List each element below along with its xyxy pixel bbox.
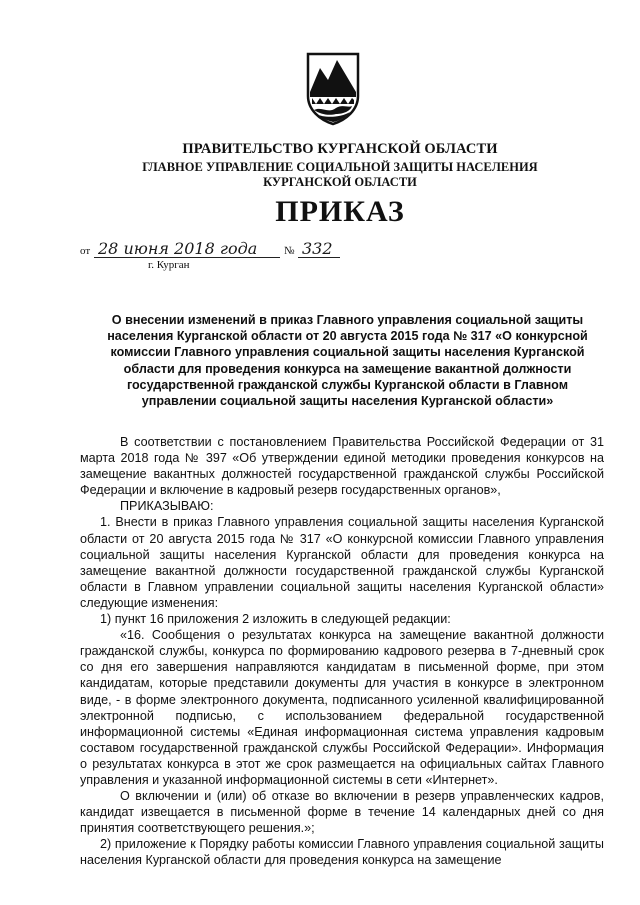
body-paragraph-order-word: ПРИКАЗЫВАЮ: [120, 499, 214, 514]
city-label: г. Курган [148, 259, 190, 271]
date-prefix: от [80, 245, 91, 257]
order-number-handwritten: 332 [302, 239, 333, 258]
number-prefix: № [284, 245, 295, 257]
document-type-title: ПРИКАЗ [275, 195, 405, 228]
body-paragraph: 1. Внести в приказ Главного управления социальной защиты населения Курганской области от 20 августа 2015 года № 317 «О конкурсной комиссии Главного управления социальной защиты населения Курганской области для проведения конкурса на замещение вакантной должности государственной гражданской службы Курганской области в Главном управлении социальной защиты населения Курганской области» следующие изменения: [80, 515, 604, 610]
order-date-handwritten: 28 июня 2018 года [98, 239, 258, 258]
order-subject: О внесении изменений в приказ Главного управления социальной защиты населения Курганской области от 20 августа 2015 года № 317 «О конкурсной комиссии Главного управления социальной защиты населения Курганской области для проведения конкурса на замещение вакантной должности государственной гражданской службы Курганской области в Главном управлении социальной защиты населения Курганской области» [107, 313, 588, 409]
org-name-line2: ГЛАВНОЕ УПРАВЛЕНИЕ СОЦИАЛЬНОЙ ЗАЩИТЫ НАСЕЛЕНИЯ [142, 160, 538, 174]
org-name-line1: ПРАВИТЕЛЬСТВО КУРГАНСКОЙ ОБЛАСТИ [182, 141, 498, 157]
coat-of-arms-icon [304, 52, 362, 126]
body-paragraph: 1) пункт 16 приложения 2 изложить в следующей редакции: [100, 612, 451, 627]
org-name-line3: КУРГАНСКОЙ ОБЛАСТИ [263, 175, 417, 189]
body-paragraph: О включении и (или) об отказе во включении в резерв управленческих кадров, кандидат извещается в письменной форме в течение 14 календарных дней со дня принятия соответствующего решения.»; [80, 789, 604, 836]
body-paragraph: В соответствии с постановлением Правительства Российской Федерации от 31 марта 2018 года № 397 «Об утверждении единой методики проведения конкурсов на замещение вакантных должностей государственной гражданской службы Российской Федерации и включение в кадровый резерв государственных органов», [80, 435, 604, 498]
body-paragraph-quote: «16. Сообщения о результатах конкурса на замещение вакантной должности гражданской службы, конкурса по формированию кадрового резерва в 7-дневный срок со дня его завершения направляются кандидатам в письменной форме, при этом кандидатам, которые представили документы для участия в конкурсе в электронном виде, - в форме электронного документа, подписанного усиленной квалифицированной электронной подписью, с использованием федеральной государственной информационной системы «Единая информационная система управления кадровым составом государственной гражданской службы Российской Федерации». Информация о результатах конкурса в этот же срок размещается на официальных сайтах Главного управления и указанной информационной системы в сети «Интернет». [80, 628, 604, 787]
body-paragraph: 2) приложение к Порядку работы комиссии Главного управления социальной защиты населения Курганской области для проведения конкурса на замещение [80, 837, 604, 868]
order-date-number-line [80, 238, 400, 260]
order-body [80, 434, 604, 869]
